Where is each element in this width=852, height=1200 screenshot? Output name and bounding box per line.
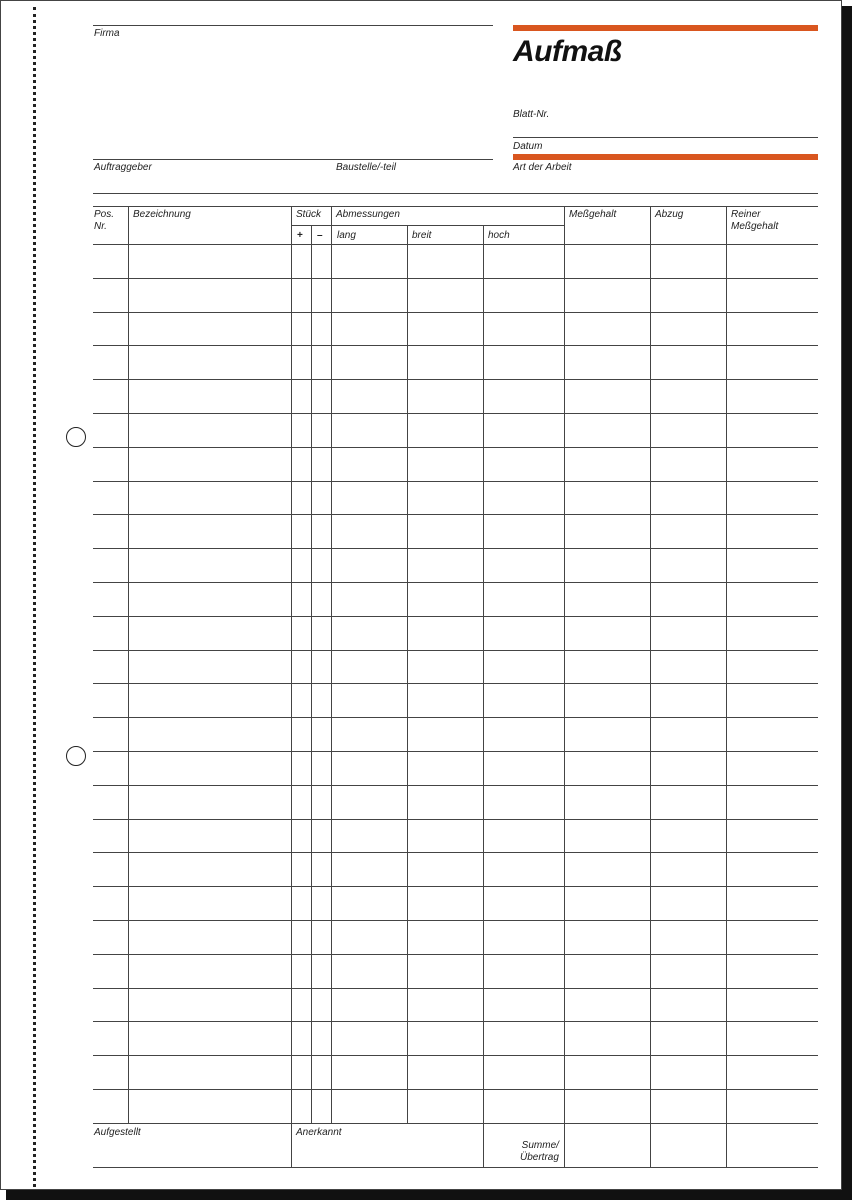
- table-row-line: [93, 751, 818, 752]
- table-column-line: [311, 225, 312, 1123]
- table-row-line: [93, 717, 818, 718]
- table-row-line: [93, 920, 818, 921]
- table-row-line: [93, 616, 818, 617]
- table-row-line: [93, 852, 818, 853]
- table-column-line: [564, 206, 565, 1167]
- punch-hole-top: [66, 427, 86, 447]
- table-row-line: [93, 447, 818, 448]
- table-column-line: [291, 206, 292, 1167]
- table-row-line: [93, 278, 818, 279]
- col-pos-nr: Pos. Nr.: [94, 209, 115, 232]
- header-bottom-rule: [93, 193, 818, 194]
- summe-uebertrag-label: Summe/ Übertrag: [520, 1140, 559, 1163]
- table-row-line: [93, 1021, 818, 1022]
- table-row-line: [93, 481, 818, 482]
- datum-rule: [513, 137, 818, 138]
- orange-bar-top: [513, 25, 818, 31]
- table-column-line: [407, 225, 408, 1123]
- col-reiner-messgehalt: Reiner Meßgehalt: [731, 209, 779, 232]
- table-row-line: [93, 312, 818, 313]
- table-row-line: [93, 244, 818, 245]
- col-abmessungen: Abmessungen: [336, 209, 400, 220]
- table-row-line: [93, 650, 818, 651]
- auftraggeber-rule: [93, 159, 493, 160]
- col-bezeichnung: Bezeichnung: [133, 209, 191, 220]
- firma-top-rule: [93, 25, 493, 26]
- table-row-line: [93, 954, 818, 955]
- table-column-line: [331, 206, 332, 1123]
- punch-hole-bottom: [66, 746, 86, 766]
- table-row-line: [93, 886, 818, 887]
- footer-bottom-rule: [93, 1167, 818, 1168]
- col-hoch: hoch: [488, 230, 510, 241]
- col-abzug: Abzug: [655, 209, 684, 220]
- orange-bar-bottom: [513, 154, 818, 160]
- form-title: Aufmaß: [513, 35, 622, 68]
- anerkannt-label: Anerkannt: [296, 1127, 342, 1138]
- table-row-line: [93, 683, 818, 684]
- firma-label: Firma: [94, 28, 120, 39]
- table-row-line: [93, 413, 818, 414]
- table-row-line: [93, 1055, 818, 1056]
- page-shadow-right: [842, 6, 852, 1200]
- table-column-line: [128, 206, 129, 1123]
- col-breit: breit: [412, 230, 432, 241]
- table-row-line: [93, 988, 818, 989]
- art-der-arbeit-label: Art der Arbeit: [513, 162, 572, 173]
- table-row-line: [93, 1123, 818, 1124]
- col-plus: +: [297, 230, 303, 241]
- baustelle-label: Baustelle/-teil: [336, 162, 397, 173]
- table-row-line: [93, 1089, 818, 1090]
- table-row-line: [93, 785, 818, 786]
- col-minus: –: [317, 230, 323, 241]
- auftraggeber-label: Auftraggeber: [94, 162, 152, 173]
- table-row-line: [93, 379, 818, 380]
- table-row-line: [93, 582, 818, 583]
- aufgestellt-label: Aufgestellt: [94, 1127, 141, 1138]
- table-row-line: [93, 819, 818, 820]
- col-messgehalt: Meßgehalt: [569, 209, 617, 220]
- perforation-line: [33, 7, 36, 1187]
- table-row-line: [93, 548, 818, 549]
- datum-label: Datum: [513, 141, 543, 152]
- table-row-line: [93, 345, 818, 346]
- table-top-rule: [93, 206, 818, 207]
- col-stueck: Stück: [296, 209, 322, 220]
- table-column-line: [650, 206, 651, 1167]
- table-row-line: [93, 514, 818, 515]
- page-shadow-bottom: [6, 1190, 852, 1200]
- blatt-nr-label: Blatt-Nr.: [513, 109, 550, 120]
- col-lang: lang: [337, 230, 356, 241]
- table-column-line: [483, 225, 484, 1167]
- table-column-line: [726, 206, 727, 1167]
